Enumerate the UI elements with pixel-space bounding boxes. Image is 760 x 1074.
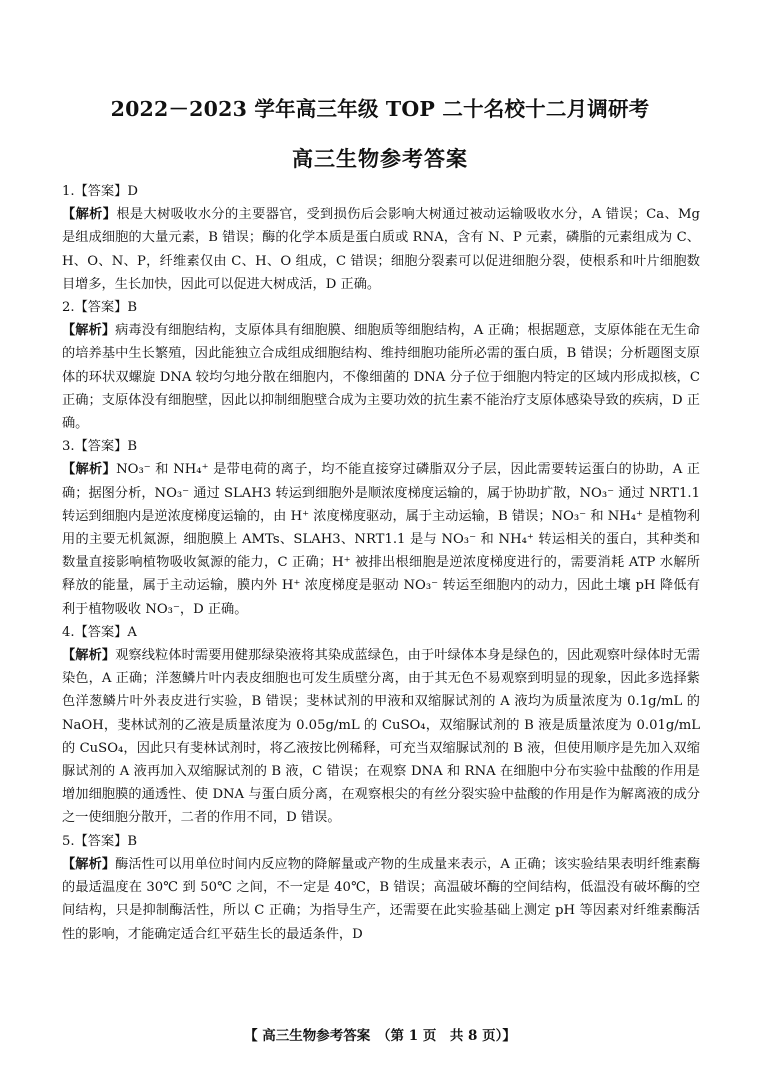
analysis-text: [62, 458, 700, 620]
answer-line: 5.【答案】B: [62, 833, 138, 849]
answer-line: 2.【答案】B: [62, 300, 138, 316]
page-footer: 【 高三生物参考答案 （第 1 页 共 8 页）】: [244, 1028, 516, 1044]
question-block-4: [62, 621, 700, 830]
analysis-body: 观察线粒体时需要用健那绿染液将其染成蓝绿色，由于叶绿体本身是绿色的，因此观察叶绿体时无需染色，A 正确；洋葱鳞片叶内表皮细胞也可发生质壁分离，由于其无色不易观察到明显的现象，因此多选择紫色洋葱鳞片叶外表皮进行实验，B 错误；斐林试剂的甲液和双缩脲试剂的 A 液均为质量浓度为 0.1g/mL 的 NaOH，斐林试剂的乙液是质量浓度为 0.05g/mL 的 CuSO₄，双缩脲试剂的 B 液是质量浓度为 0.01g/mL 的 CuSO₄，因此只有斐林试剂时，将乙液按比例稀释，可充当双缩脲试剂的 B 液，但使用顺序是先加入双缩脲试剂的 A 液再加入双缩脲试剂的 B 液，C 错误；在观察 DNA 和 RNA 在细胞中分布实验中盐酸的作用是增加细胞膜的通透性、使 DNA 与蛋白质分离，在观察根尖的有丝分裂实验中盐酸的作用是作为解离液的成分之一使细胞分散开，二者的作用不同，D 错误。: [62, 648, 701, 826]
analysis-body: 病毒没有细胞结构，支原体具有细胞膜、细胞质等细胞结构，A 正确；根据题意，支原体能在无生命的培养基中生长繁殖，因此能独立合成组成细胞结构、维持细胞功能所必需的蛋白质，B 错误；分析题图支原体的环状双螺旋 DNA 较均匀地分散在细胞内，不像细菌的 DNA 分子位于细胞内特定的区域内形成拟核，C 正确；支原体没有细胞壁，因此以抑制细胞壁合成为主要功效的抗生素不能治疗支原体感染导致的疾病，D 正确。: [62, 323, 701, 432]
analysis-tag: 【解析】: [62, 207, 117, 223]
analysis-body: 酶活性可以用单位时间内反应物的降解量或产物的生成量来表示，A 正确；该实验结果表明纤维素酶的最适温度在 30℃ 到 50℃ 之间，不一定是 40℃，B 错误；高温破坏酶的空间结构，低温没有破坏酶的空间结构，只是抑制酶活性，所以 C 正确；为指导生产，还需要在此实验基础上测定 pH 等因素对纤维素酶活性的影响，才能确定适合红平菇生长的最适条件，D: [62, 856, 701, 942]
analysis-text: [62, 853, 700, 946]
analysis-tag: 【解析】: [62, 462, 117, 478]
question-block-2: [62, 296, 700, 435]
analysis-text: [62, 203, 700, 296]
analysis-tag: 【解析】: [62, 323, 116, 339]
page-title: 2022－2023 学年高三年级 TOP 二十名校十二月调研考: [110, 97, 650, 121]
question-block-5: [62, 830, 700, 946]
answer-content: [62, 180, 700, 946]
answer-line: 3.【答案】B: [62, 439, 138, 455]
answer-line: 1.【答案】D: [62, 184, 138, 199]
analysis-tag: 【解析】: [62, 856, 116, 872]
page-subtitle: 高三生物参考答案: [292, 146, 468, 171]
analysis-body: NO₃⁻ 和 NH₄⁺ 是带电荷的离子，均不能直接穿过磷脂双分子层，因此需要转运蛋白的协助，A 正确；据图分析，NO₃⁻ 通过 SLAH3 转运到细胞外是顺浓度梯度运输的，属于协助扩散，NO₃⁻ 通过 NRT1.1 转运到细胞内是逆浓度梯度运输的，由 H⁺ 浓度梯度驱动，属于主动运输，B 错误；NO₃⁻ 和 NH₄⁺ 是植物利用的主要无机氮源，细胞膜上 AMTs、SLAH3、NRT1.1 是与 NO₃⁻ 和 NH₄⁺ 转运相关的蛋白，其种类和数量直接影响植物吸收氮源的能力，C 正确；H⁺ 被排出根细胞是逆浓度梯度进行的，需要消耗 ATP 水解所释放的能量，属于主动运输，膜内外 H⁺ 浓度梯度是驱动 NO₃⁻ 转运至细胞内的动力，因此土壤 pH 降低有利于植物吸收 NO₃⁻，D 正确。: [62, 462, 700, 617]
analysis-text: [62, 644, 700, 830]
analysis-tag: 【解析】: [62, 648, 116, 664]
analysis-text: [62, 319, 700, 435]
question-block-3: [62, 435, 700, 621]
answer-line: 4.【答案】A: [62, 624, 137, 640]
question-block-1: [62, 180, 700, 296]
analysis-body: 根是大树吸收水分的主要器官，受到损伤后会影响大树通过被动运输吸收水分，A 错误；Ca、Mg 是组成细胞的大量元素，B 错误；酶的化学本质是蛋白质或 RNA，含有 N、P 元素，磷脂的元素组成为 C、H、O、N、P，纤维素仅由 C、H、O 组成，C 错误；细胞分裂素可以促进细胞分裂，使根系和叶片细胞数目增多，生长加快，因此可以促进大树成活，D 正确。: [62, 207, 701, 292]
